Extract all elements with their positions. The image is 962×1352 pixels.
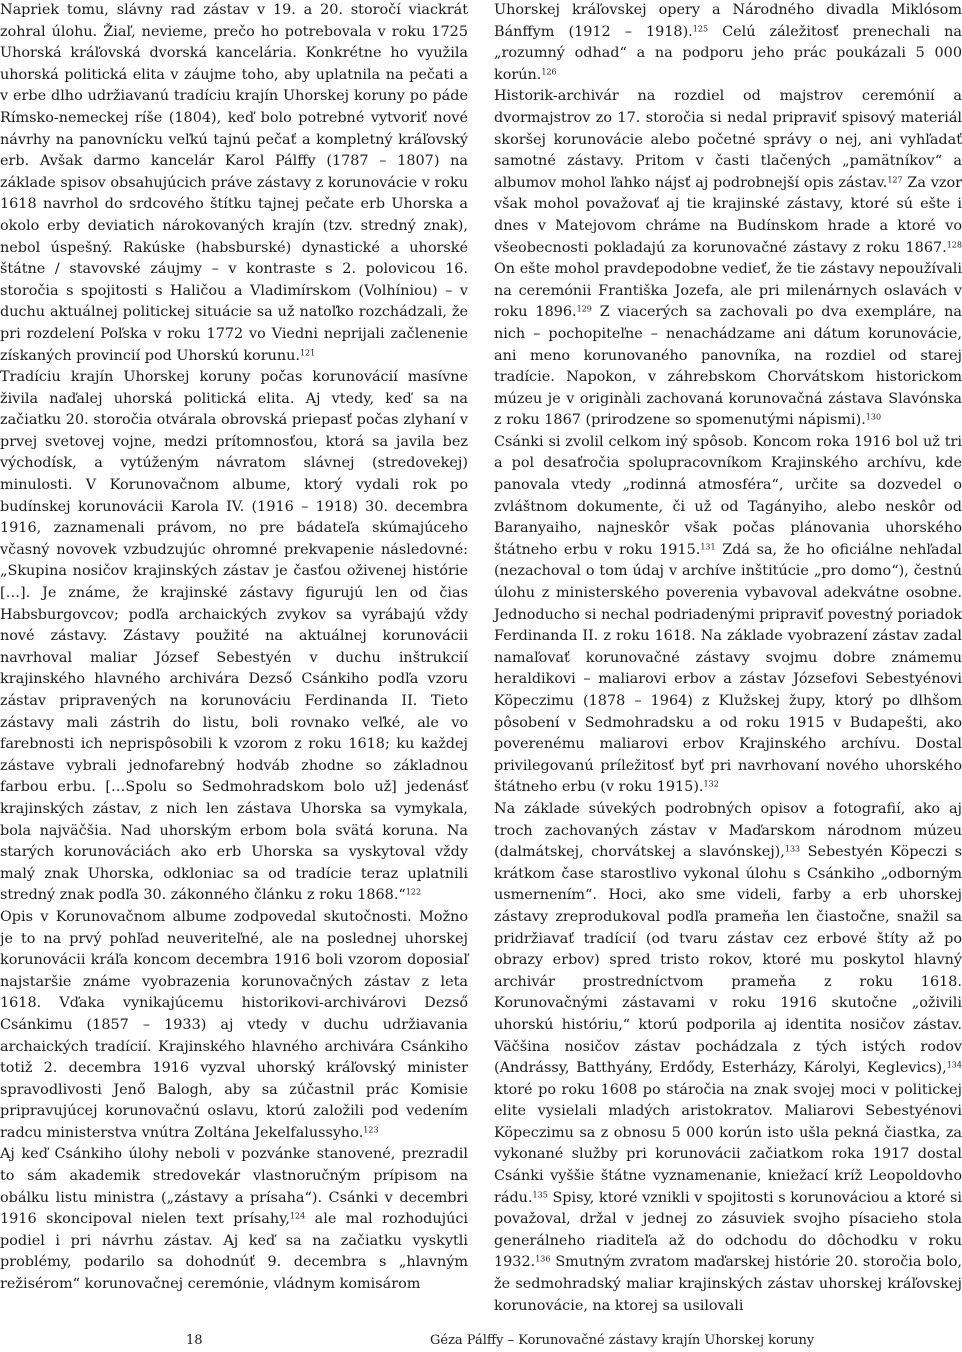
footnote-ref[interactable]: 135 xyxy=(532,1190,548,1200)
right-text-column xyxy=(494,0,962,1317)
paragraph xyxy=(494,86,962,432)
text-run: Aj keď Csánkiho úlohy neboli v pozvánke stanovené, prezradil to sám akademik stredovekár vlastnoručným prípisom na obálku listu ministra („zástavy a prísaha“). Csánki v decembri 1916 skoncipoval nielen text prísahy, xyxy=(0,1146,468,1228)
page-footer xyxy=(0,1330,960,1352)
footnote-ref[interactable]: 122 xyxy=(405,887,422,897)
text-run: Z viacerých sa zachovali po dva exempláre, na nich – pochopiteľne – nenachádzame ani dátum korunovácie, ani meno korunovaného panovníka, na rozdiel od starej tradície. Napokon, v záhrebskom Chorvátskom historickom múzeu je v originàli zachovaná korunovačná zástava Slavónska z roku 1867 (prirodzene so spomenutými nápismi). xyxy=(494,304,962,429)
footnote-ref[interactable]: 121 xyxy=(299,348,316,358)
text-run: Na základe súvekých podrobných opisov a fotografií, ako aj troch zachovaných zástav v Maďarskom národnom múzeu (dalmátskej, chorvátskej a slavónskej), xyxy=(494,800,962,861)
text-run: Opis v Korunovačnom albume zodpovedal skutočnosti. Možno je to na prvý pohľad neuveriteľné, ale na poslednej uhorskej korunovácii kráľa koncom decembra 1916 boli vzorom doposiaľ najstaršie známe vyobrazenia korunovačných zástav z leta 1618. Vďaka vynikajúcemu historikovi-archivárovi Dezső Csánkimu (1857 – 1933) aj vtedy v duchu udržiavania archaických tradícií. Krajinského hlavného archivára Csánkiho totiž 2. decembra 1916 vyzval uhorský kráľovský minister spravodlivosti Jenő Balogh, aby sa zúčastnil prác Komisie pripravujúcej korunovačnú oslavu, ktorú založili pod vedením radcu ministerstva vnútra Zoltána Jekelfalussyho. xyxy=(0,908,468,1141)
left-text-column xyxy=(0,0,468,1296)
page-number: 18 xyxy=(186,1333,203,1348)
text-run: Zdá sa, že ho oficiálne nehľadal (nezachoval o tom údaj v archíve inštitúcie „pro domo“), čestnú úlohu z ministerského poverenia vybavoval adekvátne osobne. Jednoducho si nechal podriadenými pripraviť povestný poriadok Ferdinanda II. z roku 1618. Na základe vyobrazení zástav zadal namaľovať korunovačné zástavy svojmu dobre známemu heraldikovi – maliarovi erbov a zástav Józsefovi Sebestyénovi Köpeczimu (1878 – 1964) z Klužskej župy, ktorý po dlhšom pôsobení v Sedmohradsku a od roku 1915 v Budapešti, ako poverenému maliarovi erbov Krajinského archívu. Dostal privilegovanú príležitosť byť pri navrhovaní nového uhorského štátneho erbu (v roku 1915). xyxy=(494,541,962,796)
text-run: On ešte mohol pravdepodobne vedieť, že tie zástavy nepoužívali na ceremónii Františka Jozefa, ale pri milenárnych oslavách v roku 1896. xyxy=(494,261,962,321)
footnote-ref[interactable]: 136 xyxy=(535,1255,551,1265)
text-run: Smutným zvratom maďarskej histórie 20. storočia bolo, že sedmohradský maliar krajinských zástav uhorskej kráľovskej korunovácie, na ktorej sa usilovali xyxy=(494,1254,962,1314)
footnote-ref[interactable]: 130 xyxy=(865,412,882,422)
footnote-ref[interactable]: 133 xyxy=(784,844,801,854)
paragraph xyxy=(0,1144,468,1295)
footnote-ref[interactable]: 127 xyxy=(887,175,903,185)
paragraph xyxy=(494,799,962,1317)
footnote-ref[interactable]: 126 xyxy=(541,67,557,77)
footnote-ref[interactable]: 132 xyxy=(703,779,719,789)
text-run: Napriek tomu, slávny rad zástav v 19. a 20. storočí viackrát zohral úlohu. Žiaľ, nevieme, prečo ho potrebovala v roku 1725 Uhorská kráľovská dvorská kancelária. Konkrétne ho využila uhorská politická elita v záujme toho, aby uplatnila na pečati a v erbe dlho udržiavanú tradíciu krajín Uhorskej koruny po páde Rímsko-nemeckej ríše (1804), keď bolo potrebné vytvoriť nové návrhy na panovnícku veľkú tajnú pečať a kompletný kráľovský erb. Avšak darmo kancelár Karol Pálffy (1787 – 1807) na základe spisov obsahujúcich práve zástavy z korunovácie v roku 1618 navrhol do srdcového štítku tajnej pečate erb Uhorska a okolo erby deviatich nárokovaných krajín (tzv. stredný znak), nebol úspešný. Rakúske (habsburské) dynastické a uhorské štátne / stavovské záujmy – v kontraste s 2. polovicou 16. storočia s spojitosti s Haličou a Vladimírskom (Volhíniou) – v duchu aktuálnej politickej situácie sa už natoľko rozchádzali, že pri rozdelení Poľska v roku 1772 vo Viedni neprijali začlenenie získaných provincií pod Uhorskú korunu. xyxy=(0,2,468,364)
text-run: Csánki si zvolil celkom iný spôsob. Koncom roka 1916 bol už tri a pol desaťročia spolupracovníkom Krajinského archívu, kde panovala vtedy „rodinná atmosféra“, určite sa dozvedel o zvláštnom dokumente, či už od Tagányiho, alebo neskôr od Baranyaiho, najneskôr však počas plánovania uhorského štátneho erbu v roku 1915. xyxy=(494,433,962,558)
footnote-ref[interactable]: 123 xyxy=(363,1125,379,1135)
footnote-ref[interactable]: 124 xyxy=(289,1211,306,1221)
footnote-ref[interactable]: 129 xyxy=(576,304,592,314)
footnote-ref[interactable]: 134 xyxy=(946,1060,962,1070)
text-run: ale mal rozhodujúci podiel i pri návrhu zástav. Aj keď sa na začiatku vyskytli problémy, podarilo sa dohodnúť 9. decembra s „hlavným režisérom“ korunovačnej ceremónie, vládnym komisárom xyxy=(0,1211,468,1293)
footnote-ref[interactable]: 128 xyxy=(946,240,962,250)
paragraph xyxy=(494,0,962,86)
paragraph xyxy=(0,0,468,367)
paragraph xyxy=(494,432,962,799)
running-title: Géza Pálffy – Korunovačné zástavy krajín Uhorskej koruny xyxy=(430,1333,815,1348)
text-run: Spisy, ktoré vznikli v spojitosti s korunováciou a ktoré si považoval, držal v jednej zo zásuviek svojho písacieho stola generálneho riaditeľa až do odchodu do dôchodku v roku 1932. xyxy=(494,1189,962,1271)
text-run: ktoré po roku 1608 po stáročia na znak svojej moci v politickej elite vysielali mladých aristokratov. Maliarovi Sebestyénovi Köpeczimu sa z obnosu 5 000 korún isto ušla pekná čiastka, za vykonané služby pri korunovácii začiatkom roka 1917 dostal Csánki vyššie štátne vyznamenanie, kniežací kríž Leopoldovho rádu. xyxy=(494,1081,962,1206)
text-run: Uhorskej kráľovskej opery a Národného divadla Miklósom Bánffym (1912 – 1918). xyxy=(494,2,962,40)
text-run: Historik-archivár na rozdiel od majstrov ceremónií a dvormajstrov zo 17. storočia si nedal pripraviť spisový materiál skoršej korunovácie alebo početné správy o nej, ani vyhľadať samotné zástavy. Pritom v časti tlačených „pamätníkov“ a albumov mohol ľahko nájsť aj podrobnejší opis zástav. xyxy=(494,88,962,191)
text-run: Za vzor však mohol považovať aj tie krajinské zástavy, ktoré sú ešte i dnes v Matejovom chráme na Budínskom hrade a ktoré vo všeobecnosti pokladajú za korunovačné zástavy z roku 1867. xyxy=(494,174,962,256)
paragraph xyxy=(0,907,468,1145)
footnote-ref[interactable]: 125 xyxy=(692,24,709,34)
text-run: Sebestyén Köpeczi s krátkom čase starostlivo vykonal úlohu s Csánkiho „odborným usmernením“. Hoci, ako sme videli, farby a erb uhorskej zástavy zreprodukoval podľa prameňa len čiastočne, snažil sa pridržiavať tradícií (od tvaru zástav cez erbové štíty až po obrazy erbov) spred tristo rokov, ktoré mu poskytol hlavný archivár prostredníctvom prameňa z roku 1618. Korunovačnými zástavami v roku 1916 skutočne „oživili uhorskú históriu,“ ktorú podporila aj identita nosičov zástav. Väčšina nosičov zástav pochádzala z tých istých rodov (Andrássy, Batthyány, Erdődy, Esterházy, Károlyi, Keglevics), xyxy=(494,844,962,1077)
footnote-ref[interactable]: 131 xyxy=(700,542,716,552)
paragraph xyxy=(0,367,468,907)
text-run: Celú záležitosť prenechali na „rozumný odhad“ a na podporu jeho prác poukázali 5 000 korún. xyxy=(494,23,962,83)
text-run: Tradíciu krajín Uhorskej koruny počas korunovácií masívne živila naďalej uhorská politická elita. Aj vtedy, keď sa na začiatku 20. storočia otvárala obrovská priepasť počas zlyhaní v prvej svetovej vojne, medzi prítomnosťou, ktorá sa javila bez východísk, a vytúženým návratom slávnej (stredovekej) minulosti. V Korunovačnom albume, ktorý vydali rok po budínskej korunovácii Karola IV. (1916 – 1918) 30. decembra 1916, zaznamenali právom, no pre bádateľa skúmajúceho včasný novovek vzbudzujúc ohromné prekvapenie následovné: „Skupina nosičov krajinských zástav je časťou oživenej histórie […]. Je známe, že krajinské zástavy figurujú len od čias Habsburgovcov; podľa archaických zvykov sa vyrábajú vždy nové zástavy. Zástavy použité na aktuálnej korunovácii navrhoval maliar József Sebestyén v duchu inštrukcií krajinského hlavného archivára Dezső Csánkiho podľa vzoru zástav pripravených na korunováciu Ferdinanda II. Tieto zástavy mali zástrih do listu, boli rovnako veľké, ale vo farebnosti ich neprispôsobili k vzorom z roku 1618; ku každej zástave vybrali jednofarebný hodváb zhodne so základnou farbou erbu. […Spolu so Sedmohradskom bolo už] jedenásť krajinských zástav, z nich len zástava Uhorska sa vymykala, bola najväčšia. Nad uhorským erbom bola svätá koruna. Na starých korunováciách ako erb Uhorska sa vyskytoval vždy malý znak Uhorska, odkloniac sa od tradície teraz uplatnili stredný znak podľa 30. zákonného článku z roku 1868.“ xyxy=(0,369,468,904)
